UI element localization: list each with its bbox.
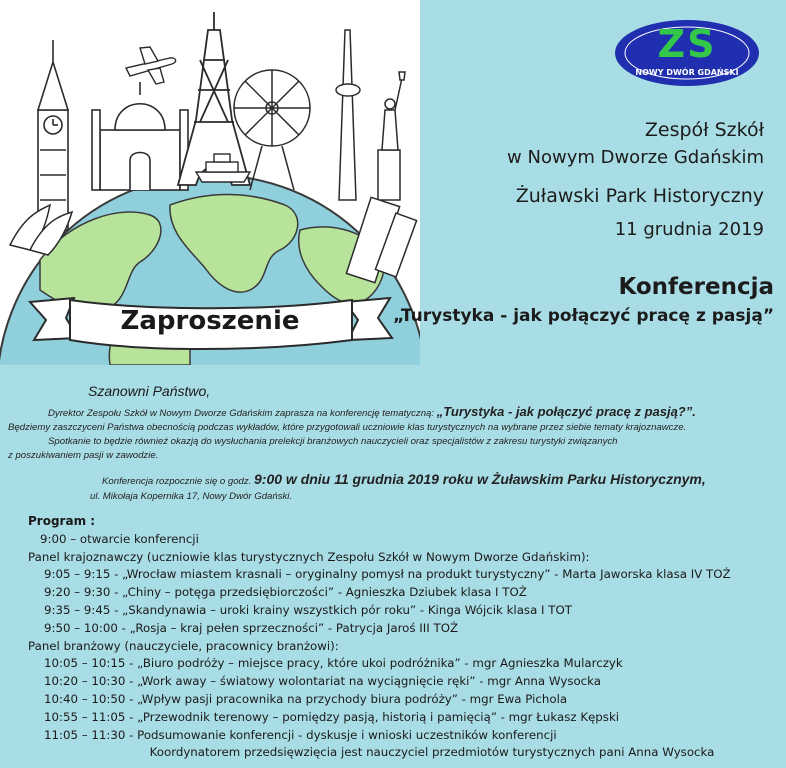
program-item: 9:20 – 9:30 - „Chiny – potęga przedsiębiorczości” - Agnieszka Dziubek klasa I TOŻ [44, 585, 527, 600]
school-logo [612, 18, 762, 88]
event-address: ul. Mikołaja Kopernika 17, Nowy Dwór Gdański. [90, 491, 293, 502]
program-item: 9:05 – 9:15 - „Wrocław miastem krasnali – oryginalny pomysł na produkt turystyczny” - Marta Jaworska klasa IV TOŻ [44, 567, 731, 582]
program-item: 10:55 – 11:05 - „Przewodnik terenowy – pomiędzy pasją, historią i pamięcią” - mgr Łukasz Kępski [44, 709, 620, 724]
logo-letters: ZS [657, 22, 717, 66]
intro-line-1-text: Dyrektor Zespołu Szkół w Nowym Dworze Gdańskim zaprasza na konferencję tematyczną: [48, 408, 437, 419]
program-heading: Program : [28, 514, 96, 528]
greeting: Szanowni Państwo, [88, 383, 211, 399]
travel-illustration [0, 0, 420, 365]
coordinator-note: Koordynatorem przedsięwzięcia jest nauczyciel przedmiotów turystycznych pani Anna Wysocka [149, 745, 715, 760]
organizer-info [507, 118, 764, 242]
org-location: w Nowym Dworze Gdańskim [507, 147, 764, 168]
program-item: 10:40 – 10:50 - „Wpływ pasji pracownika na przychody biura podróży” - mgr Ewa Pichola [44, 691, 568, 706]
banner-text: Zaproszenie [120, 306, 300, 336]
program-item: 10:05 – 10:15 - „Biuro podróży – miejsce pracy, które ukoi podróżnika” - mgr Agnieszka Mularczyk [44, 656, 623, 671]
venue: Żuławski Park Historyczny [515, 185, 764, 207]
program-section: Panel krajoznawczy (uczniowie klas turystycznych Zespołu Szkół w Nowym Dworze Gdańskim): [28, 549, 590, 564]
program-item: 9:00 – otwarcie konferencji [40, 531, 199, 546]
program [22, 513, 782, 762]
intro-line-3: Spotkanie to będzie również okazją do wysłuchania prelekcji branżowych nauczycieli oraz specjalistów z zakresu turystyki związanych [48, 436, 618, 447]
conference-title: Konferencja [618, 274, 774, 300]
intro-line-1 [8, 405, 780, 421]
logo-ring-text: NOWY DWÓR GDAŃSKI [635, 68, 739, 77]
intro-paragraph [8, 405, 780, 463]
event-info [90, 472, 780, 504]
program-item: 10:20 – 10:30 - „Work away – światowy wolontariat na wyciągnięcie ręki” - mgr Anna Wysocka [44, 674, 602, 689]
program-item: 9:35 – 9:45 - „Skandynawia – uroki krainy wszystkich pór roku” - Kinga Wójcik klasa I TOT [44, 602, 572, 617]
event-time-prefix: Konferencja rozpocznie się o godz. [102, 476, 254, 487]
program-item: 9:50 – 10:00 - „Rosja – kraj pełen sprzeczności” - Patrycja Jaroś III TOŻ [44, 620, 459, 635]
intro-line-2: Będziemy zaszczyceni Państwa obecnością podczas wykładów, które przygotowali uczniowie klas turystycznych na wybrane przez siebie tematy krajoznawcze. [8, 422, 687, 433]
program-item: 11:05 – 11:30 - Podsumowanie konferencji - dyskusje i wnioski uczestników konferencji [44, 727, 557, 742]
conference-title-block [393, 272, 774, 328]
event-time-line [90, 472, 780, 489]
event-time-detail: 9:00 w dniu 11 grudnia 2019 roku w Żuławskim Parku Historycznym, [254, 471, 706, 487]
conference-subtitle: „Turystyka - jak połączyć pracę z pasją” [393, 306, 774, 326]
event-date: 11 grudnia 2019 [614, 219, 764, 240]
intro-line-4: z poszukiwaniem pasji w zawodzie. [8, 450, 159, 461]
intro-line-1-topic: „Turystyka - jak połączyć pracę z pasją?”. [436, 404, 696, 419]
program-section: Panel branżowy (nauczyciele, pracownicy branżowi): [28, 638, 339, 653]
org-name: Zespół Szkół [644, 119, 764, 141]
